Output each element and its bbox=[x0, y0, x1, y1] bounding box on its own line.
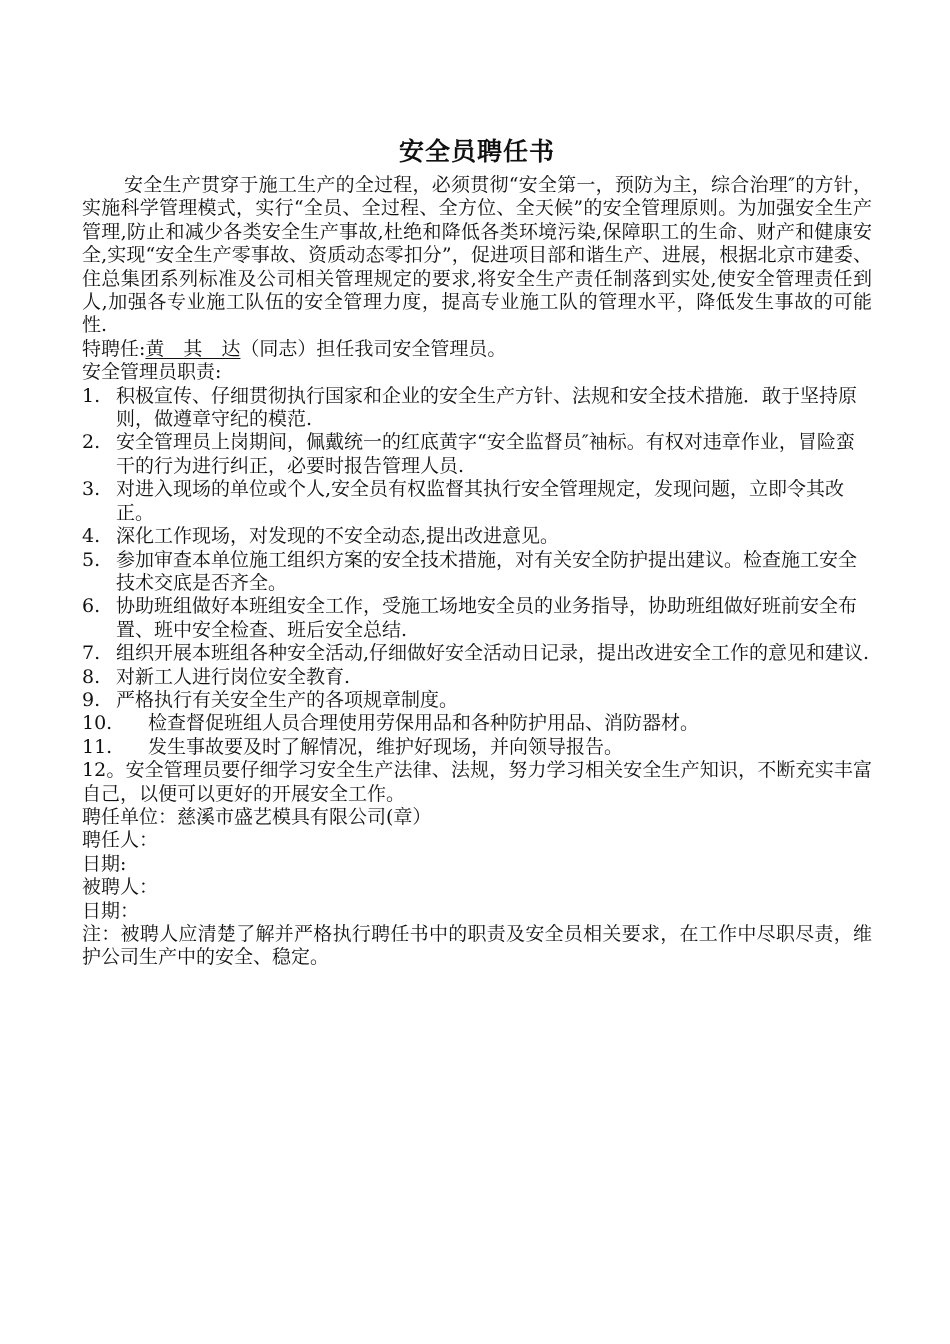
appoint-prefix: 特聘任: bbox=[82, 337, 146, 360]
duty-item-6 bbox=[82, 595, 872, 642]
employer-unit: 聘任单位：慈溪市盛艺模具有限公司(章） bbox=[82, 805, 432, 828]
duties-heading: 安全管理员职责: bbox=[82, 361, 222, 384]
duty-number: 2. bbox=[82, 431, 101, 454]
duty-item-7 bbox=[82, 642, 872, 665]
appointment-line bbox=[82, 338, 872, 361]
duty-text: 对进入现场的单位或个人,安全员有权监督其执行安全管理规定，发现问题，立即令其改正。 bbox=[116, 478, 845, 524]
intro-paragraph: 安全生产贯穿于施工生产的全过程，必须贯彻“安全第一，预防为主，综合治理″的方针，实施科学管理模式，实行“全员、全过程、全方位、全天候”的安全管理原则。为加强安全生产管理,防止和减少各类安全生产事故,杜绝和降低各类环境污染,保障职工的生命、财产和健康安全,实现“安全生产零事故、资质动态零扣分”，促进项目部和谐生产、进展，根据北京市建委、住总集团系列标准及公司相关管理规定的要求,将安全生产责任制落到实处,使安全管理责任到人,加强各专业施工队伍的安全管理力度，提高专业施工队的管理水平，降低发生事故的可能性. bbox=[82, 174, 872, 337]
duty-number: 9. bbox=[82, 688, 101, 711]
document-title: 安全员聘任书 bbox=[398, 137, 555, 166]
duty-number: 3. bbox=[82, 478, 101, 501]
duty-number: 4. bbox=[82, 525, 101, 548]
duty-number: 7. bbox=[82, 642, 101, 665]
duty-text: 积极宣传、仔细贯彻执行国家和企业的安全生产方针、法规和安全技术措施．敢于坚持原则，做遵章守纪的模范. bbox=[116, 384, 858, 431]
duty-item-10 bbox=[82, 712, 872, 735]
duty-text: 参加审查本单位施工组织方案的安全技术措施，对有关安全防护提出建议。检查施工安全技术交底是否齐全。 bbox=[116, 548, 858, 594]
duty-item-4 bbox=[82, 525, 872, 548]
duty-text: 发生事故要及时了解情况，维护好现场，并向领导报告。 bbox=[148, 735, 624, 758]
duty-text: 严格执行有关安全生产的各项规章制度。 bbox=[116, 688, 459, 711]
duty-item-12: 12。安全管理员要仔细学习安全生产法律、法规，努力学习相关安全生产知识，不断充实丰富自己，以便可以更好的开展安全工作。 bbox=[82, 759, 872, 805]
duty-item-2 bbox=[82, 431, 872, 478]
duty-text: 安全管理员上岗期间，佩戴统一的红底黄字“安全监督员″袖标。有权对违章作业，冒险蛮干的行为进行纠正，必要时报告管理人员. bbox=[116, 431, 855, 477]
duty-number: 8. bbox=[82, 665, 101, 688]
duty-text: 协助班组做好本班组安全工作，受施工场地安全员的业务指导，协助班组做好班前安全布置、班中安全检查、班后安全总结. bbox=[116, 595, 858, 641]
duty-item-5 bbox=[82, 549, 872, 596]
duty-item-9 bbox=[82, 689, 872, 712]
duty-text: 深化工作现场，对发现的不安全动态,提出改进意见。 bbox=[116, 525, 560, 548]
duty-number: 5. bbox=[82, 548, 101, 571]
duty-item-3 bbox=[82, 478, 872, 525]
duties-list bbox=[82, 385, 872, 760]
appointee-name: 黄 其 达 bbox=[145, 337, 241, 360]
employee-label: 被聘人： bbox=[82, 876, 159, 899]
duty-number: 11. bbox=[82, 735, 113, 758]
duty-number: 10. bbox=[82, 712, 113, 735]
duty-number: 1. bbox=[82, 384, 101, 407]
duty-number: 6. bbox=[82, 595, 101, 618]
duty-text: 对新工人进行岗位安全教育. bbox=[116, 665, 351, 688]
appoint-suffix: （同志）担任我司安全管理员。 bbox=[240, 337, 507, 360]
appointment-letter bbox=[82, 134, 872, 970]
duty-item-8 bbox=[82, 666, 872, 689]
employee-date: 日期： bbox=[82, 899, 140, 922]
duty-item-1 bbox=[82, 385, 872, 432]
duty-text: 组织开展本班组各种安全活动,仔细做好安全活动日记录，提出改进安全工作的意见和建议. bbox=[116, 642, 870, 665]
duty-item-11 bbox=[82, 736, 872, 759]
employer-date: 日期: bbox=[82, 852, 127, 875]
duty-text: 检查督促班组人员合理使用劳保用品和各种防护用品、消防器材。 bbox=[148, 712, 700, 735]
closing-note: 注：被聘人应清楚了解并严格执行聘任书中的职责及安全员相关要求，在工作中尽职尽责，维护公司生产中的安全、稳定。 bbox=[82, 923, 872, 969]
employer-person: 聘任人： bbox=[82, 829, 159, 852]
